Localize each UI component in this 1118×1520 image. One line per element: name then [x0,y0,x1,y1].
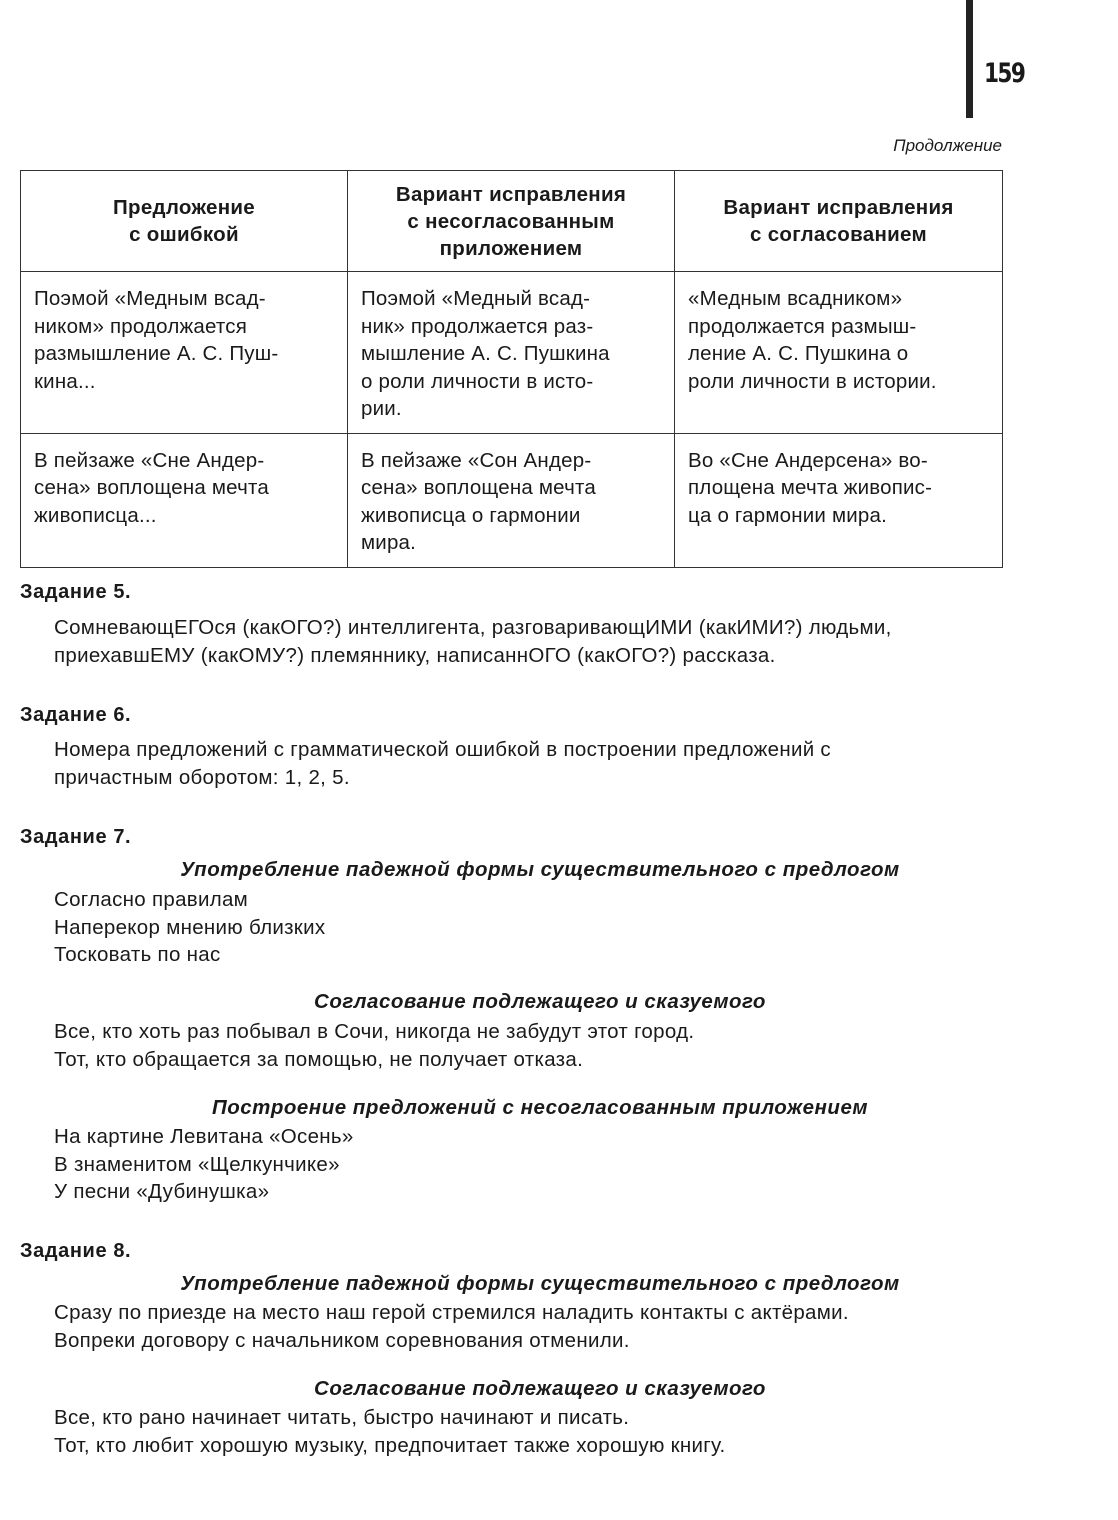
table-cell: «Медным всадником» продолжается размыш- ление А. С. Пушкина о роли личности в истории. [675,272,1003,434]
task-7-list-apposition [54,1123,1004,1206]
continuation-label: Продолжение [893,136,1002,155]
table-cell: Поэмой «Медным всад- ником» продолжается размышление А. С. Пуш- кина... [21,272,348,434]
task-8-title: Задание 8. [20,1240,132,1262]
table-row [21,272,1003,434]
header-cell-nonagreed: Вариант исправления с несогласованным приложением [348,171,675,272]
list-item: Наперекор мнению близких [54,915,326,939]
list-item: В знаменитом «Щелкунчике» [54,1152,340,1176]
table-cell: Во «Сне Андерсена» во- площена мечта живопис- ца о гармонии мира. [675,433,1003,567]
list-item: Тосковать по нас [54,943,221,966]
task-5-text [54,614,1004,669]
task-5-line: приехавшЕМУ (какОМУ?) племяннику, написаннОГО (какОГО?) рассказа. [54,643,776,667]
task-6-title: Задание 6. [20,704,132,726]
task-8-heading-agreement: Согласование подлежащего и сказуемого [314,1377,766,1400]
task-7-heading-case: Употребление падежной формы существительного с предлогом [180,858,900,881]
list-item: Тот, кто обращается за помощью, не получает отказа. [54,1047,584,1071]
task-8-list-agreement [54,1404,1004,1459]
task-8-heading-case: Употребление падежной формы существительного с предлогом [180,1272,900,1295]
task-7-title: Задание 7. [20,826,132,848]
list-item: Все, кто рано начинает читать, быстро начинают и писать. [54,1406,630,1429]
list-item: На картине Левитана «Осень» [54,1125,354,1148]
table-cell: Поэмой «Медный всад- ник» продолжается раз- мышление А. С. Пушкина о роли личности в исто- рии. [348,272,675,434]
header-cell-agreed: Вариант исправления с согласованием [675,171,1003,272]
list-item: Тот, кто любит хорошую музыку, предпочитает также хорошую книгу. [54,1433,726,1457]
list-item: Сразу по приезде на место наш герой стремился наладить контакты с актёрами. [54,1301,849,1324]
task-7-heading-agreement: Согласование подлежащего и сказуемого [314,990,766,1013]
page-number: 159 [984,58,1025,89]
list-item: У песни «Дубинушка» [54,1180,270,1203]
table-header-row [21,171,1003,272]
task-6-text [54,736,1004,791]
header-cell-error: Предложение с ошибкой [21,171,348,272]
task-7-list-case [54,886,1004,969]
task-6-line: причастным оборотом: 1, 2, 5. [54,765,350,789]
table-cell: В пейзаже «Сне Андер- сена» воплощена мечта живописца... [21,433,348,567]
task-7-heading-apposition: Построение предложений с несогласованным приложением [211,1096,869,1119]
list-item: Все, кто хоть раз побывал в Сочи, никогда не забудут этот город. [54,1020,695,1043]
list-item: Согласно правилам [54,888,249,911]
list-item: Вопреки договору с начальником соревнования отменили. [54,1328,630,1352]
task-7-list-agreement [54,1018,1004,1073]
page-edge-bar [966,0,973,118]
task-5-title: Задание 5. [20,581,132,603]
table-row [21,433,1003,567]
table-cell: В пейзаже «Сон Андер- сена» воплощена мечта живописца о гармонии мира. [348,433,675,567]
task-5-line: СомневающЕГОся (какОГО?) интеллигента, разговаривающИМИ (какИМИ?) людьми, [54,616,892,639]
task-6-line: Номера предложений с грамматической ошибкой в построении предложений с [54,738,831,761]
task-8-list-case [54,1299,1004,1354]
answers-table [20,170,1003,568]
